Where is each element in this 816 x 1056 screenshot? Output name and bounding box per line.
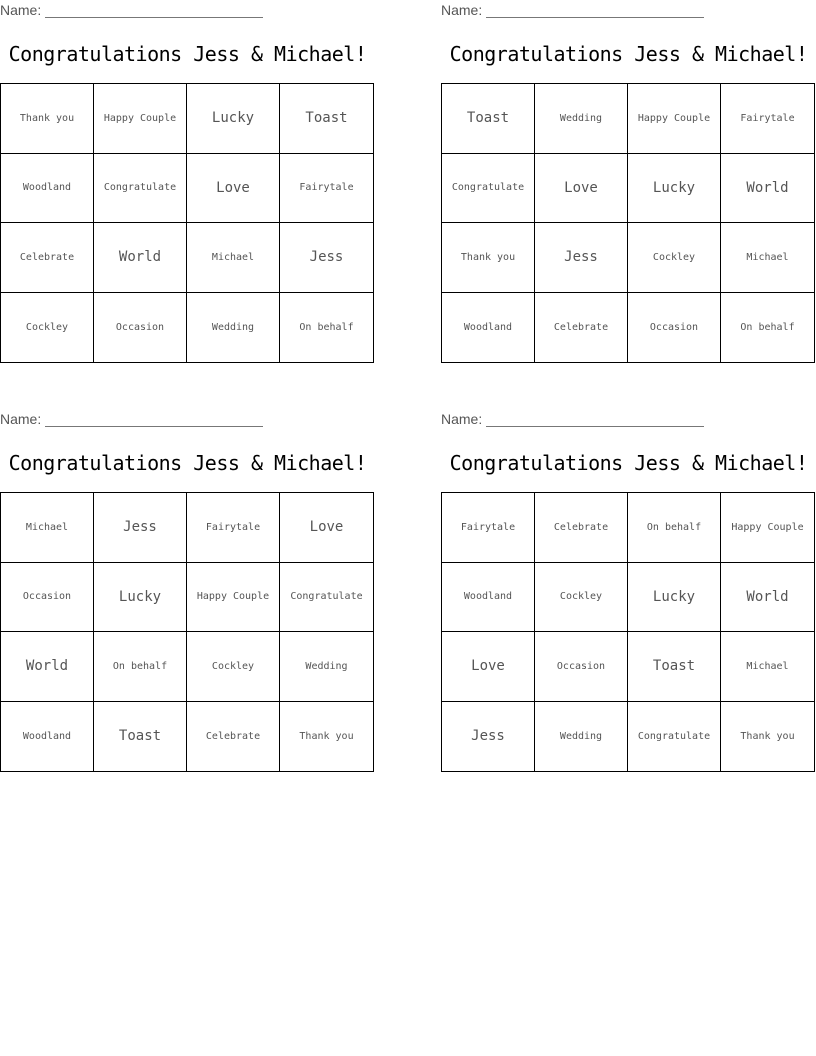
bingo-cell: Wedding: [535, 702, 628, 772]
bingo-grid: [0, 83, 374, 363]
bingo-cell: Michael: [187, 223, 280, 293]
bingo-cell: Thank you: [1, 84, 94, 154]
bingo-cell: Congratulate: [442, 154, 535, 224]
name-label: Name:: [441, 411, 483, 427]
bingo-grid: [441, 83, 815, 363]
bingo-cell: Happy Couple: [187, 563, 280, 633]
bingo-cell: On behalf: [740, 321, 795, 333]
bingo-cell: Woodland: [442, 563, 535, 633]
bingo-cell: Fairytale: [280, 154, 373, 224]
name-label: Name:: [441, 2, 483, 18]
bingo-cell: Wedding: [280, 632, 373, 702]
bingo-cell: World: [1, 632, 94, 702]
bingo-cell: Celebrate: [187, 702, 280, 772]
card-title: Congratulations Jess & Michael!: [8, 42, 367, 66]
bingo-cell: Jess: [535, 223, 628, 293]
bingo-cell: Fairytale: [442, 493, 535, 563]
bingo-cell: Toast: [280, 84, 373, 154]
bingo-cell: On behalf: [94, 632, 187, 702]
bingo-cell: Wedding: [535, 84, 628, 154]
bingo-grid: [441, 492, 815, 772]
bingo-cell: World: [94, 223, 187, 293]
bingo-cell: World: [721, 154, 814, 224]
bingo-cell: Thank you: [740, 730, 795, 742]
bingo-cell: Thank you: [299, 730, 354, 742]
bingo-cell: Occasion: [1, 563, 94, 633]
bingo-cell: Michael: [1, 493, 94, 563]
name-blank-line: [45, 412, 263, 427]
name-field: [441, 411, 704, 427]
bingo-grid: [0, 492, 374, 772]
bingo-cell: On behalf: [299, 321, 354, 333]
bingo-cell: Celebrate: [535, 493, 628, 563]
name-field: [0, 411, 263, 427]
card-title: Congratulations Jess & Michael!: [449, 451, 808, 475]
bingo-cell: Lucky: [628, 563, 721, 633]
bingo-cell: Cockley: [1, 293, 94, 363]
bingo-cell: Love: [187, 154, 280, 224]
bingo-cell: Michael: [721, 632, 814, 702]
name-field: [0, 2, 263, 18]
bingo-cell: Thank you: [442, 223, 535, 293]
bingo-cell: Lucky: [628, 154, 721, 224]
bingo-cell: Occasion: [628, 293, 721, 363]
name-blank-line: [486, 3, 704, 18]
bingo-cell: Jess: [94, 493, 187, 563]
bingo-cell: Congratulate: [94, 154, 187, 224]
name-blank-line: [45, 3, 263, 18]
bingo-cell: Congratulate: [280, 563, 373, 633]
bingo-cell: Happy Couple: [94, 84, 187, 154]
name-blank-line: [486, 412, 704, 427]
bingo-cell: Jess: [280, 223, 373, 293]
bingo-cell: Love: [280, 493, 373, 563]
bingo-cell: Michael: [721, 223, 814, 293]
bingo-cell: Happy Couple: [628, 84, 721, 154]
bingo-cell: Lucky: [94, 563, 187, 633]
bingo-cell: Woodland: [1, 702, 94, 772]
bingo-cell: Toast: [442, 84, 535, 154]
name-field: [441, 2, 704, 18]
bingo-cell: Occasion: [94, 293, 187, 363]
bingo-cell: Celebrate: [1, 223, 94, 293]
card-title: Congratulations Jess & Michael!: [449, 42, 808, 66]
bingo-cell: Celebrate: [535, 293, 628, 363]
bingo-cell: Congratulate: [628, 702, 721, 772]
bingo-cell: Cockley: [628, 223, 721, 293]
bingo-cell: Cockley: [535, 563, 628, 633]
bingo-cell: Jess: [442, 702, 535, 772]
name-label: Name:: [0, 411, 42, 427]
bingo-cell: Fairytale: [187, 493, 280, 563]
bingo-cell: World: [721, 563, 814, 633]
bingo-cell: Love: [442, 632, 535, 702]
bingo-cell: Wedding: [187, 293, 280, 363]
bingo-cell: Fairytale: [721, 84, 814, 154]
bingo-cell: Toast: [628, 632, 721, 702]
bingo-cell: Woodland: [1, 154, 94, 224]
bingo-cell: Happy Couple: [721, 493, 814, 563]
bingo-cell: Toast: [94, 702, 187, 772]
card-title: Congratulations Jess & Michael!: [8, 451, 367, 475]
bingo-cell: Occasion: [535, 632, 628, 702]
bingo-cell: Love: [535, 154, 628, 224]
bingo-cell: On behalf: [628, 493, 721, 563]
name-label: Name:: [0, 2, 42, 18]
bingo-cell: Woodland: [442, 293, 535, 363]
bingo-cell: Lucky: [187, 84, 280, 154]
bingo-cell: Cockley: [187, 632, 280, 702]
